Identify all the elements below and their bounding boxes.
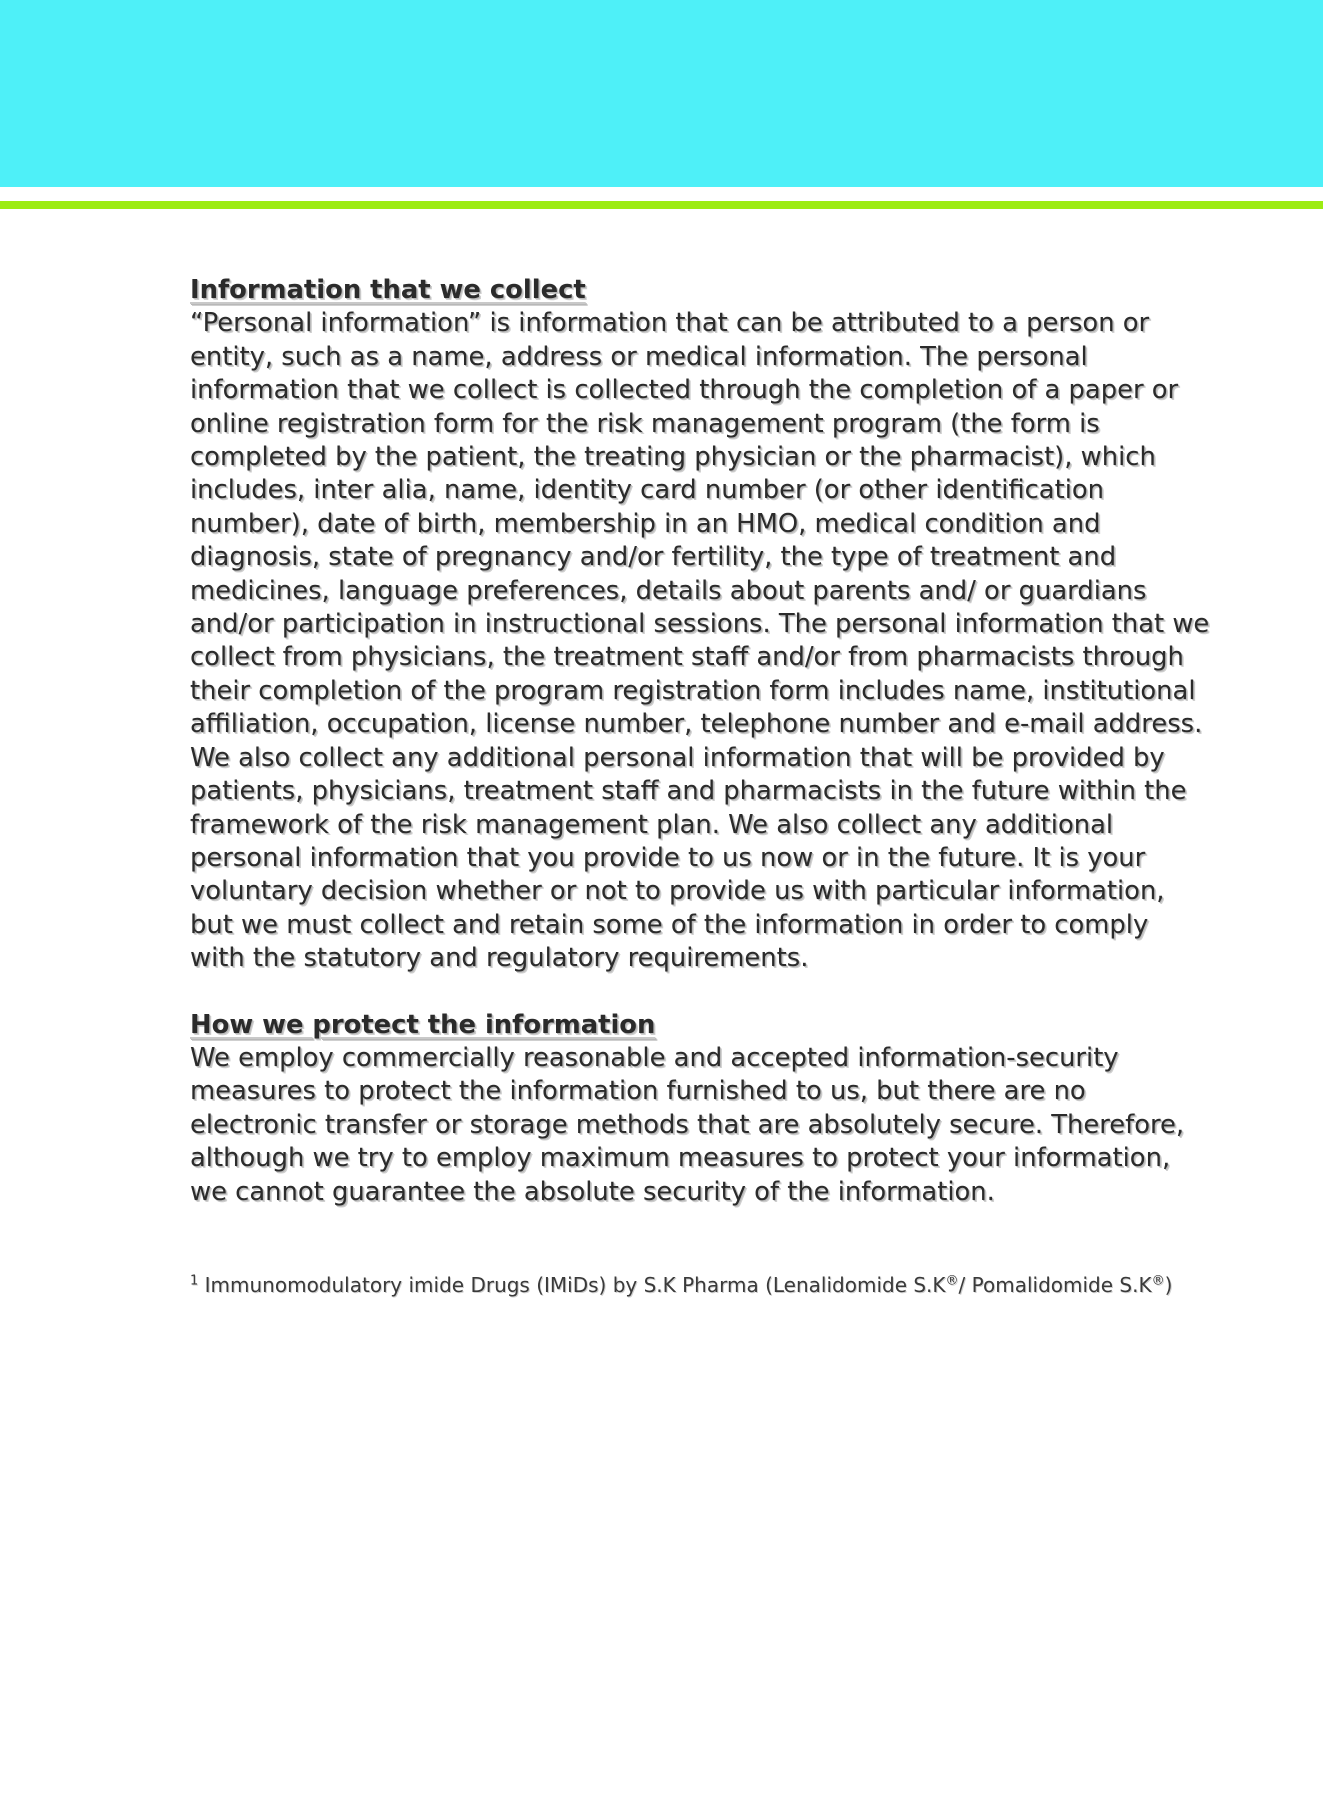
footnote-text-part-3: ) bbox=[1164, 1273, 1173, 1297]
registered-mark-1: ® bbox=[945, 1273, 959, 1289]
section-heading-protect: How we protect the information bbox=[190, 1009, 656, 1040]
footnote bbox=[190, 1272, 1210, 1298]
header-divider-rule bbox=[0, 201, 1323, 209]
section-body-protect: We employ commercially reasonable and accepted information-security measures to protect the information furnished to us, but there are no electronic transfer or storage methods that are absolutely secure. Therefore, although we try to employ maximum measures to protect your information, we cannot guarantee the absolute security of the information. bbox=[190, 1042, 1185, 1207]
section-body-collect: “Personal information” is information that can be attributed to a person or entity, such as a name, address or medical information. The personal information that we collect is collected through the completion of a paper or online registration form for the risk management program (the form is completed by the patient, the treating physician or the pharmacist), which includes, inter alia, name, identity card number (or other identification number), date of birth, membership in an HMO, medical condition and diagnosis, state of pregnancy and/or fertility, the type of treatment and medicines, language preferences, details about parents and/ or guardians and/or participation in instructional sessions. The personal information that we collect from physicians, the treatment staff and/or from pharmacists through their completion of the program registration form includes name, institutional affiliation, occupation, license number, telephone number and e-mail address. We also collect any additional personal information that will be provided by patients, physicians, treatment staff and pharmacists in the future within the framework of the risk management plan. We also collect any additional personal information that you provide to us now or in the future. It is your voluntary decision whether or not to provide us with particular information, but we must collect and retain some of the information in order to comply with the statutory and regulatory requirements. bbox=[190, 308, 1210, 974]
registered-mark-2: ® bbox=[1151, 1273, 1165, 1289]
footnote-text-part-2: / Pomalidomide S.K bbox=[958, 1273, 1152, 1297]
section-heading-collect: Information that we collect bbox=[190, 275, 586, 305]
document-body bbox=[190, 274, 1210, 1209]
footnote-text-part-1: Immunomodulatory imide Drugs (IMiDs) by S.K Pharma (Lenalidomide S.K bbox=[204, 1273, 946, 1297]
header-color-band bbox=[0, 0, 1323, 187]
footnote-marker: 1 bbox=[190, 1273, 199, 1289]
